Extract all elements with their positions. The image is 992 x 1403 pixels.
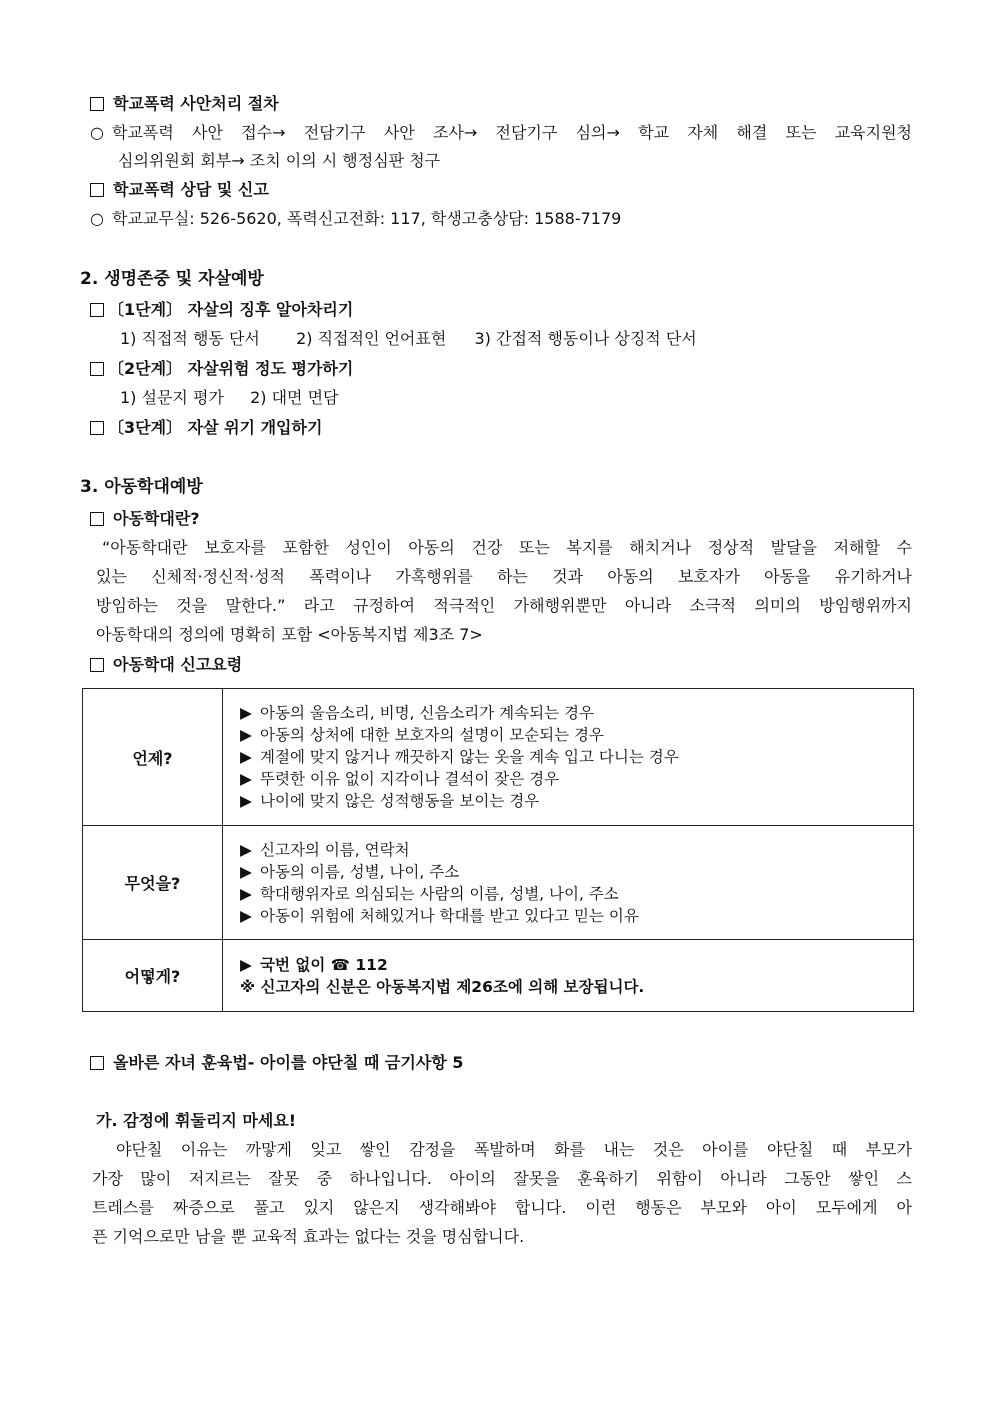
step1-item-3: 3) 간접적 행동이나 상징적 단서 [474,329,697,348]
step2-items [120,387,338,409]
step2-item-2: 2) 대면 면담 [250,388,339,407]
checkbox-icon [90,512,104,526]
list-item: ▶ 아동의 울음소리, 비명, 신음소리가 계속되는 경우 [240,704,594,722]
definition-line-4: 아동학대의 정의에 명확히 포함 <아동복지법 제3조 7> [96,625,483,644]
step2-item-1: 1) 설문지 평가 [120,388,224,407]
reporter-protection-note: ※ 신고자의 신분은 아동복지법 제26조에 의해 보장됩니다. [240,977,645,996]
subheading-emotion: 가. 감정에 휘둘리지 마세요! [96,1111,297,1130]
checkbox-icon [90,658,104,672]
arrow-bullet-icon: ▶ [240,906,252,925]
arrow-bullet-icon: ▶ [240,726,252,744]
checkbox-icon [90,97,104,111]
procedure-line-2: 심의위원회 회부→ 조치 이의 시 행정심판 청구 [118,151,441,170]
child-abuse-report-table [82,688,914,1012]
definition-heading: 아동학대란? [90,508,200,530]
checkbox-icon [90,362,104,376]
arrow-bullet-icon: ▶ [240,840,252,859]
arrow-bullet-icon: ▶ [240,884,252,903]
step1-heading: 〔1단계〕 자살의 징후 알아차리기 [90,299,353,321]
table-row-when [83,689,914,826]
list-item: ▶ 신고자의 이름, 연락처 [240,840,410,859]
list-item: ▶ 뚜렷한 이유 없이 지각이나 결석이 잦은 경우 [240,770,560,788]
when-items [223,689,914,826]
step2-heading: 〔2단계〕 자살위험 정도 평가하기 [90,358,353,380]
procedure-line-1: ○ 학교폭력 사안 접수→ 전담기구 사안 조사→ 전담기구 심의→ 학교 자체 해결 또는 교육지원청 [90,123,912,142]
contact-line: ○ 학교교무실: 526-5620, 폭력신고전화: 117, 학생고충상담: 1588-7179 [90,209,622,228]
heading-counsel-report: 학교폭력 상담 및 신고 [90,179,269,201]
how-label: 어떻게? [83,940,223,1012]
report-guide-heading: 아동학대 신고요령 [90,654,242,676]
section-3-title: 3. 아동학대예방 [80,477,203,497]
paragraph-line-1: 야단칠 이유는 까맣게 잊고 쌓인 감정을 폭발하며 화를 내는 것은 아이를 야단칠 때 부모가 [116,1140,912,1159]
definition-line-1: “아동학대란 보호자를 포함한 성인이 아동의 건강 또는 복지를 해치거나 정상적 발달을 저해할 수 [102,538,912,557]
arrow-bullet-icon: ▶ [240,704,252,722]
circle-bullet-icon: ○ [90,123,104,142]
paragraph-line-3: 트레스를 짜증으로 풀고 있지 않은지 생각해봐야 합니다. 이런 행동은 부모와 아이 모두에게 아 [92,1198,912,1217]
heading-procedure: 학교폭력 사안처리 절차 [90,93,279,115]
section-2-title: 2. 생명존중 및 자살예방 [80,269,264,289]
discipline-heading: 올바른 자녀 훈육법- 아이를 야단칠 때 금기사항 5 [90,1052,463,1074]
step1-item-1: 1) 직접적 행동 단서 [120,329,260,348]
checkbox-icon [90,303,104,317]
step1-items [120,328,697,350]
checkbox-icon [90,1056,104,1070]
definition-line-3: 방임하는 것을 말한다.” 라고 규정하여 적극적인 가해행위뿐만 아니라 소극적 의미의 방임행위까지 [96,596,912,615]
arrow-bullet-icon: ▶ [240,955,252,974]
arrow-bullet-icon: ▶ [240,770,252,788]
when-label: 언제? [83,689,223,826]
table-row-what [83,826,914,940]
definition-line-2: 있는 신체적·정신적·성적 폭력이나 가혹행위를 하는 것과 아동의 보호자가 아동을 유기하거나 [96,567,912,586]
arrow-bullet-icon: ▶ [240,748,252,766]
list-item: ▶ 아동의 상처에 대한 보호자의 설명이 모순되는 경우 [240,726,604,744]
checkbox-icon [90,421,104,435]
list-item: ▶ 학대행위자로 의심되는 사람의 이름, 성별, 나이, 주소 [240,884,619,903]
step1-item-2: 2) 직접적인 언어표현 [296,329,447,348]
list-item: ▶ 나이에 맞지 않은 성적행동을 보이는 경우 [240,792,540,810]
paragraph-line-4: 픈 기억으로만 남을 뿐 교육적 효과는 없다는 것을 명심합니다. [92,1227,525,1246]
list-item: ▶ 국번 없이 ☎ 112 [240,955,388,974]
what-items [223,826,914,940]
list-item: ▶ 아동의 이름, 성별, 나이, 주소 [240,862,460,881]
paragraph-line-2: 가장 많이 저지르는 잘못 중 하나입니다. 아이의 잘못을 훈육하기 위함이 아니라 그동안 쌓인 스 [92,1169,912,1188]
what-label: 무엇을? [83,826,223,940]
arrow-bullet-icon: ▶ [240,862,252,881]
checkbox-icon [90,183,104,197]
how-items [223,940,914,1012]
list-item: ▶ 계절에 맞지 않거나 깨끗하지 않는 옷을 계속 입고 다니는 경우 [240,748,679,766]
arrow-bullet-icon: ▶ [240,792,252,810]
list-item: ▶ 아동이 위험에 처해있거나 학대를 받고 있다고 믿는 이유 [240,906,639,925]
table-row-how [83,940,914,1012]
step3-heading: 〔3단계〕 자살 위기 개입하기 [90,417,322,439]
circle-bullet-icon: ○ [90,209,104,228]
